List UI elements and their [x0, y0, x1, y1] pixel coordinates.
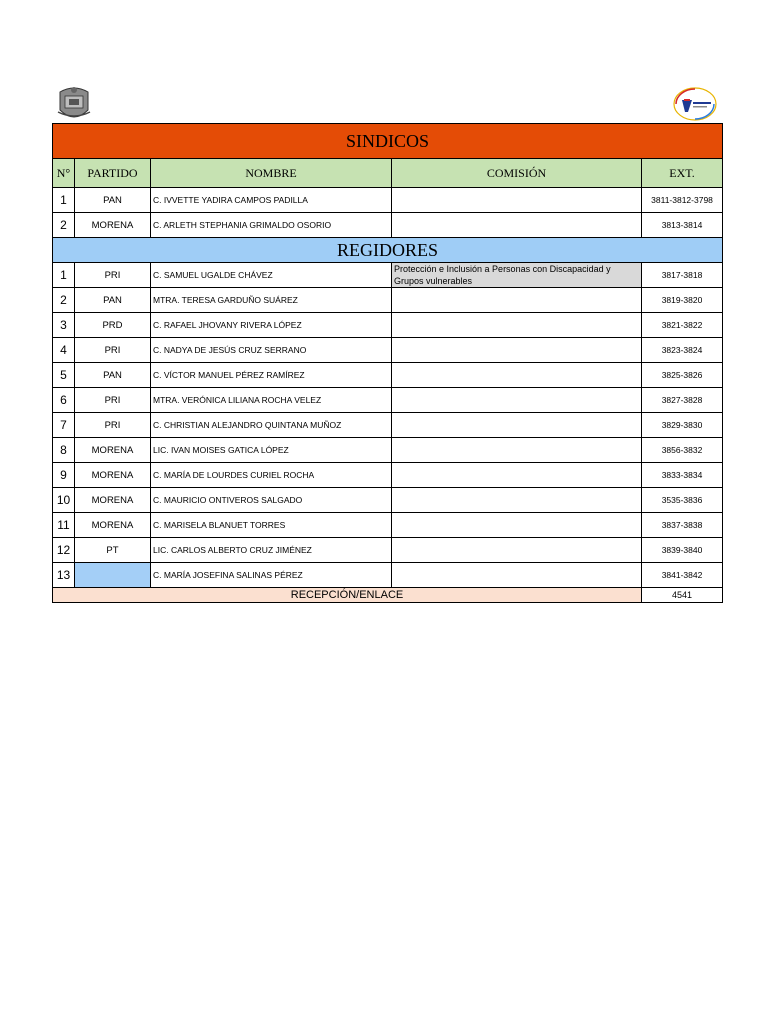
regidor-row [53, 463, 723, 488]
footer-row [53, 588, 723, 603]
row-num: 2 [53, 213, 75, 238]
row-ext: 3827-3828 [642, 388, 723, 413]
regidor-row [53, 513, 723, 538]
regidor-row [53, 563, 723, 588]
sindico-row [53, 213, 723, 238]
institution-logo [672, 86, 718, 122]
row-partido: PT [75, 538, 151, 563]
row-partido: MORENA [75, 438, 151, 463]
row-num: 7 [53, 413, 75, 438]
row-partido: PRD [75, 313, 151, 338]
row-comision [392, 488, 642, 513]
regidores-title: REGIDORES [53, 238, 723, 263]
sindicos-title: SINDICOS [53, 124, 723, 159]
row-nombre: C. NADYA DE JESÚS CRUZ SERRANO [151, 338, 392, 363]
row-ext: 3839-3840 [642, 538, 723, 563]
row-nombre: C. MARÍA JOSEFINA SALINAS PÉREZ [151, 563, 392, 588]
row-nombre: C. MARISELA BLANUET TORRES [151, 513, 392, 538]
row-ext: 3819-3820 [642, 288, 723, 313]
row-partido [75, 563, 151, 588]
header-num: N° [53, 159, 75, 188]
row-comision [392, 288, 642, 313]
row-ext: 3829-3830 [642, 413, 723, 438]
row-partido: PRI [75, 388, 151, 413]
row-ext: 3811-3812-3798 [642, 188, 723, 213]
row-ext: 3823-3824 [642, 338, 723, 363]
row-num: 1 [53, 263, 75, 288]
row-ext: 3817-3818 [642, 263, 723, 288]
regidor-row [53, 488, 723, 513]
row-partido: MORENA [75, 213, 151, 238]
row-num: 5 [53, 363, 75, 388]
header-ext: EXT. [642, 159, 723, 188]
row-partido: PAN [75, 363, 151, 388]
row-num: 10 [53, 488, 75, 513]
row-ext: 3833-3834 [642, 463, 723, 488]
row-partido: PAN [75, 188, 151, 213]
row-num: 6 [53, 388, 75, 413]
regidor-row [53, 388, 723, 413]
row-num: 9 [53, 463, 75, 488]
row-comision [392, 563, 642, 588]
row-num: 4 [53, 338, 75, 363]
row-num: 1 [53, 188, 75, 213]
directory-table [52, 123, 723, 603]
row-partido: PRI [75, 338, 151, 363]
row-ext: 3825-3826 [642, 363, 723, 388]
row-partido: PRI [75, 413, 151, 438]
row-partido: MORENA [75, 463, 151, 488]
row-nombre: LIC. CARLOS ALBERTO CRUZ JIMÉNEZ [151, 538, 392, 563]
regidor-row [53, 263, 723, 288]
row-nombre: C. ARLETH STEPHANIA GRIMALDO OSORIO [151, 213, 392, 238]
row-comision: Protección e Inclusión a Personas con Discapacidad y Grupos vulnerables [392, 263, 642, 288]
row-comision [392, 338, 642, 363]
row-nombre: C. RAFAEL JHOVANY RIVERA LÓPEZ [151, 313, 392, 338]
row-nombre: C. CHRISTIAN ALEJANDRO QUINTANA MUÑOZ [151, 413, 392, 438]
coat-of-arms-logo [54, 84, 94, 126]
row-comision [392, 188, 642, 213]
row-num: 12 [53, 538, 75, 563]
row-ext: 3821-3822 [642, 313, 723, 338]
regidor-row [53, 363, 723, 388]
header-partido: PARTIDO [75, 159, 151, 188]
regidor-row [53, 313, 723, 338]
row-comision [392, 388, 642, 413]
row-comision [392, 513, 642, 538]
row-nombre: LIC. IVAN MOISES GATICA LÓPEZ [151, 438, 392, 463]
header-row [53, 159, 723, 188]
row-nombre: C. VÍCTOR MANUEL PÉREZ RAMÍREZ [151, 363, 392, 388]
row-num: 3 [53, 313, 75, 338]
row-partido: PAN [75, 288, 151, 313]
footer-label: RECEPCIÓN/ENLACE [53, 588, 642, 603]
row-num: 8 [53, 438, 75, 463]
row-nombre: C. SAMUEL UGALDE CHÁVEZ [151, 263, 392, 288]
sindico-row [53, 188, 723, 213]
row-num: 11 [53, 513, 75, 538]
row-nombre: C. MARÍA DE LOURDES CURIEL ROCHA [151, 463, 392, 488]
row-ext: 3813-3814 [642, 213, 723, 238]
row-num: 13 [53, 563, 75, 588]
row-comision [392, 538, 642, 563]
row-ext: 3535-3836 [642, 488, 723, 513]
row-ext: 3856-3832 [642, 438, 723, 463]
footer-ext: 4541 [642, 588, 723, 603]
row-partido: MORENA [75, 488, 151, 513]
sindicos-title-row [53, 124, 723, 159]
regidor-row [53, 438, 723, 463]
row-nombre: MTRA. TERESA GARDUÑO SUÁREZ [151, 288, 392, 313]
row-comision [392, 213, 642, 238]
header-comision: COMISIÓN [392, 159, 642, 188]
header-nombre: NOMBRE [151, 159, 392, 188]
row-comision [392, 313, 642, 338]
regidores-title-row [53, 238, 723, 263]
row-comision [392, 438, 642, 463]
row-nombre: C. IVVETTE YADIRA CAMPOS PADILLA [151, 188, 392, 213]
regidor-row [53, 338, 723, 363]
row-comision [392, 463, 642, 488]
regidor-row [53, 288, 723, 313]
row-ext: 3841-3842 [642, 563, 723, 588]
row-comision [392, 363, 642, 388]
regidor-row [53, 413, 723, 438]
row-nombre: MTRA. VERÓNICA LILIANA ROCHA VELEZ [151, 388, 392, 413]
row-nombre: C. MAURICIO ONTIVEROS SALGADO [151, 488, 392, 513]
row-partido: PRI [75, 263, 151, 288]
row-partido: MORENA [75, 513, 151, 538]
row-num: 2 [53, 288, 75, 313]
row-ext: 3837-3838 [642, 513, 723, 538]
row-comision [392, 413, 642, 438]
regidor-row [53, 538, 723, 563]
